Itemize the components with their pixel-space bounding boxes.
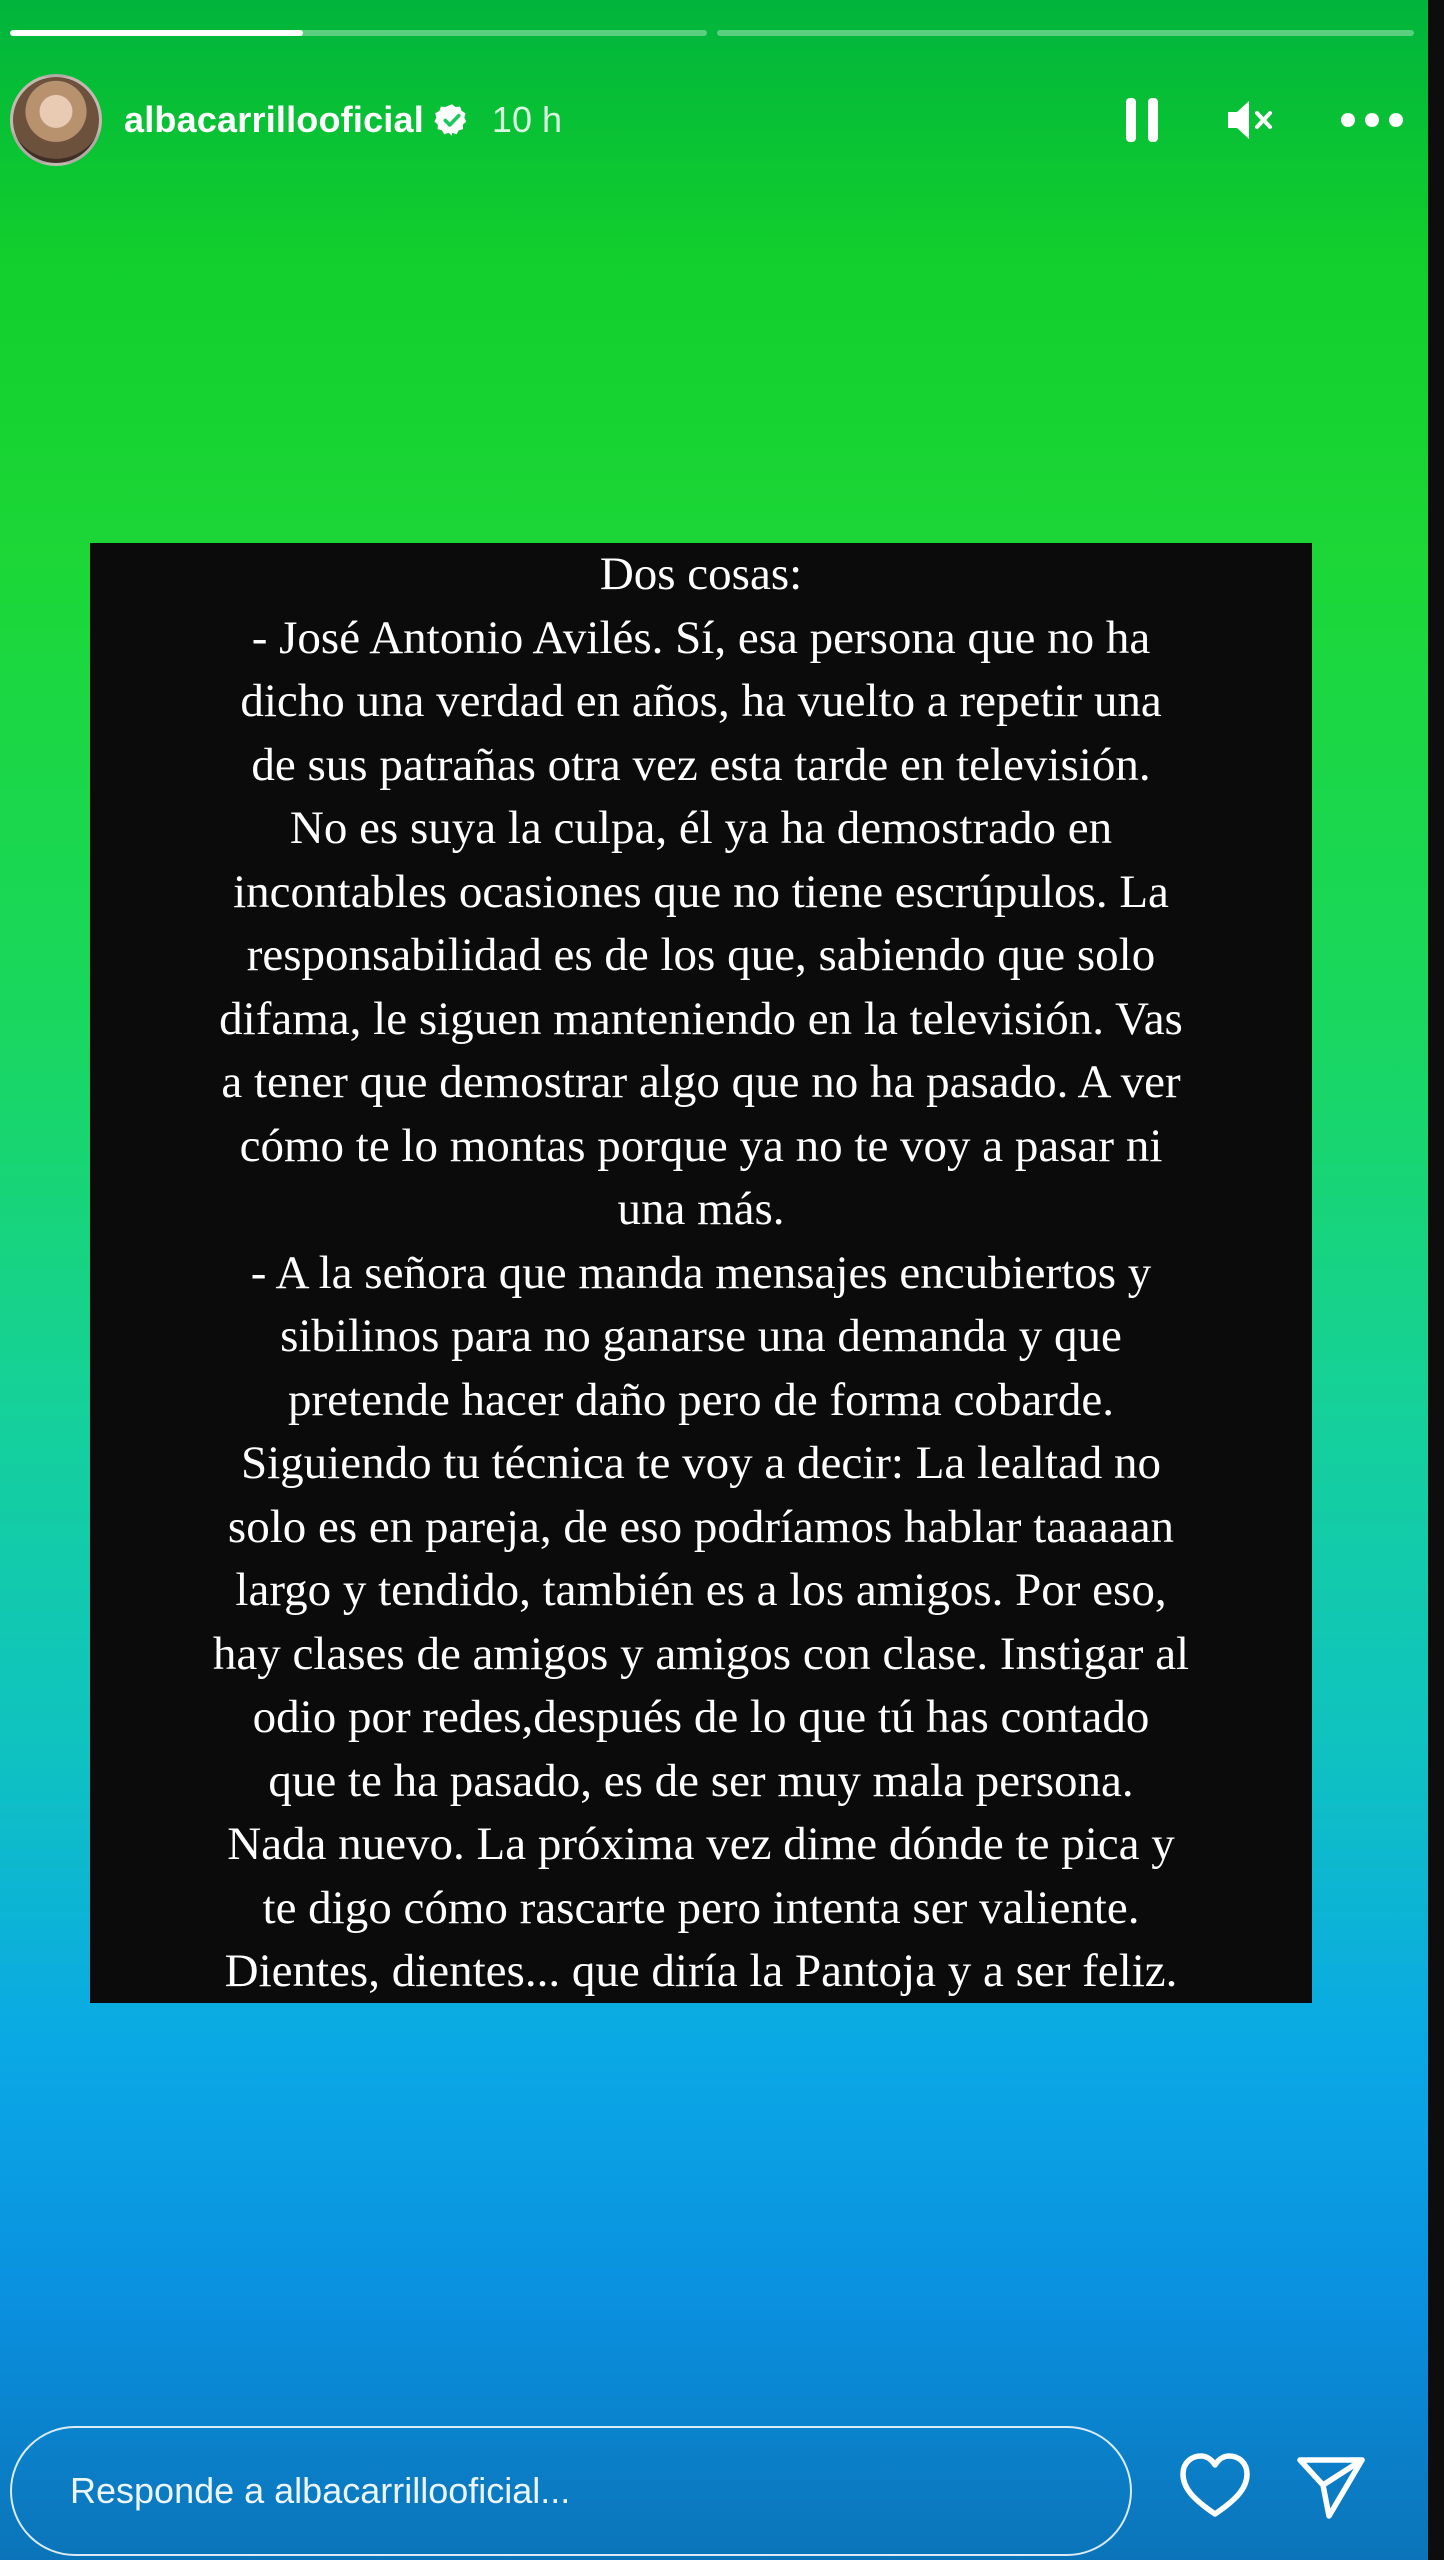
story-text-box [90,543,1312,2003]
progress-segment [717,30,1414,36]
story-text-line: No es suya la culpa, él ya ha demostrado en [289,802,1113,854]
story-text-line: de sus patrañas otra vez esta tarde en televisión. [251,738,1151,791]
story-text-line: incontables ocasiones que no tiene escrúpulos. La [233,865,1169,918]
story-text-line: sibilinos para no ganarse una demanda y que [280,1310,1122,1362]
verified-badge-icon [434,102,470,138]
story-text-line: Dos cosas: [599,548,803,600]
story-text-line: Nada nuevo. La próxima vez dime dónde te pica y [227,1818,1175,1870]
story-text-line: cómo te lo montas porque ya no te voy a pasar ni [239,1119,1163,1172]
username[interactable]: albacarrillooficial [124,99,424,140]
reply-input[interactable] [12,2469,1130,2513]
story-text-line: largo y tendido, también es a los amigos. Por eso, [235,1564,1167,1616]
send-icon [1294,2452,1368,2520]
story-progress [10,30,1414,36]
progress-fill [10,30,303,36]
story-text-line: que te ha pasado, es de ser muy mala persona. [268,1754,1134,1807]
story-text-line: hay clases de amigos y amigos con clase. Instigar al [212,1627,1190,1680]
story-text-line: solo es en pareja, de eso podríamos hablar taaaaan [227,1500,1175,1553]
more-options-icon [1340,112,1404,128]
mute-icon [1224,96,1276,144]
story-text-line: pretende hacer daño pero de forma cobarde. [288,1373,1114,1426]
story-text-line: - José Antonio Avilés. Sí, esa persona que no ha [251,611,1151,664]
send-button[interactable] [1294,2452,1368,2525]
heart-icon [1178,2452,1252,2520]
story-text-line: odio por redes,después de lo que tú has contado [252,1691,1150,1743]
story-text-line: Dientes, dientes... que diría la Pantoja y a ser feliz. [224,1945,1178,1997]
mute-button[interactable] [1224,96,1276,144]
story-text-line: Siguiendo tu técnica te voy a decir: La lealtad no [240,1437,1162,1489]
story-text-line: responsabilidad es de los que, sabiendo que solo [246,929,1156,981]
story-text-line: difama, le siguen manteniendo en la televisión. Vas [219,992,1183,1045]
pause-button[interactable] [1124,96,1160,144]
pause-icon [1124,96,1160,144]
window-edge [1428,0,1444,2560]
story-text-line: una más. [617,1183,785,1235]
story-text-line: - A la señora que manda mensajes encubiertos y [250,1246,1152,1299]
progress-segment [10,30,707,36]
story-header [10,72,1404,168]
like-button[interactable] [1178,2452,1252,2525]
avatar[interactable] [10,74,102,166]
story-text-line: dicho una verdad en años, ha vuelto a repetir una [240,675,1162,727]
story-controls [1124,96,1404,144]
story-text-line: a tener que demostrar algo que no ha pasado. A ver [221,1056,1181,1108]
reply-box[interactable] [10,2426,1132,2556]
more-options-button[interactable] [1340,112,1404,128]
post-time: 10 h [491,99,562,140]
story-text-line: te digo cómo rascarte pero intenta ser valiente. [262,1881,1140,1934]
